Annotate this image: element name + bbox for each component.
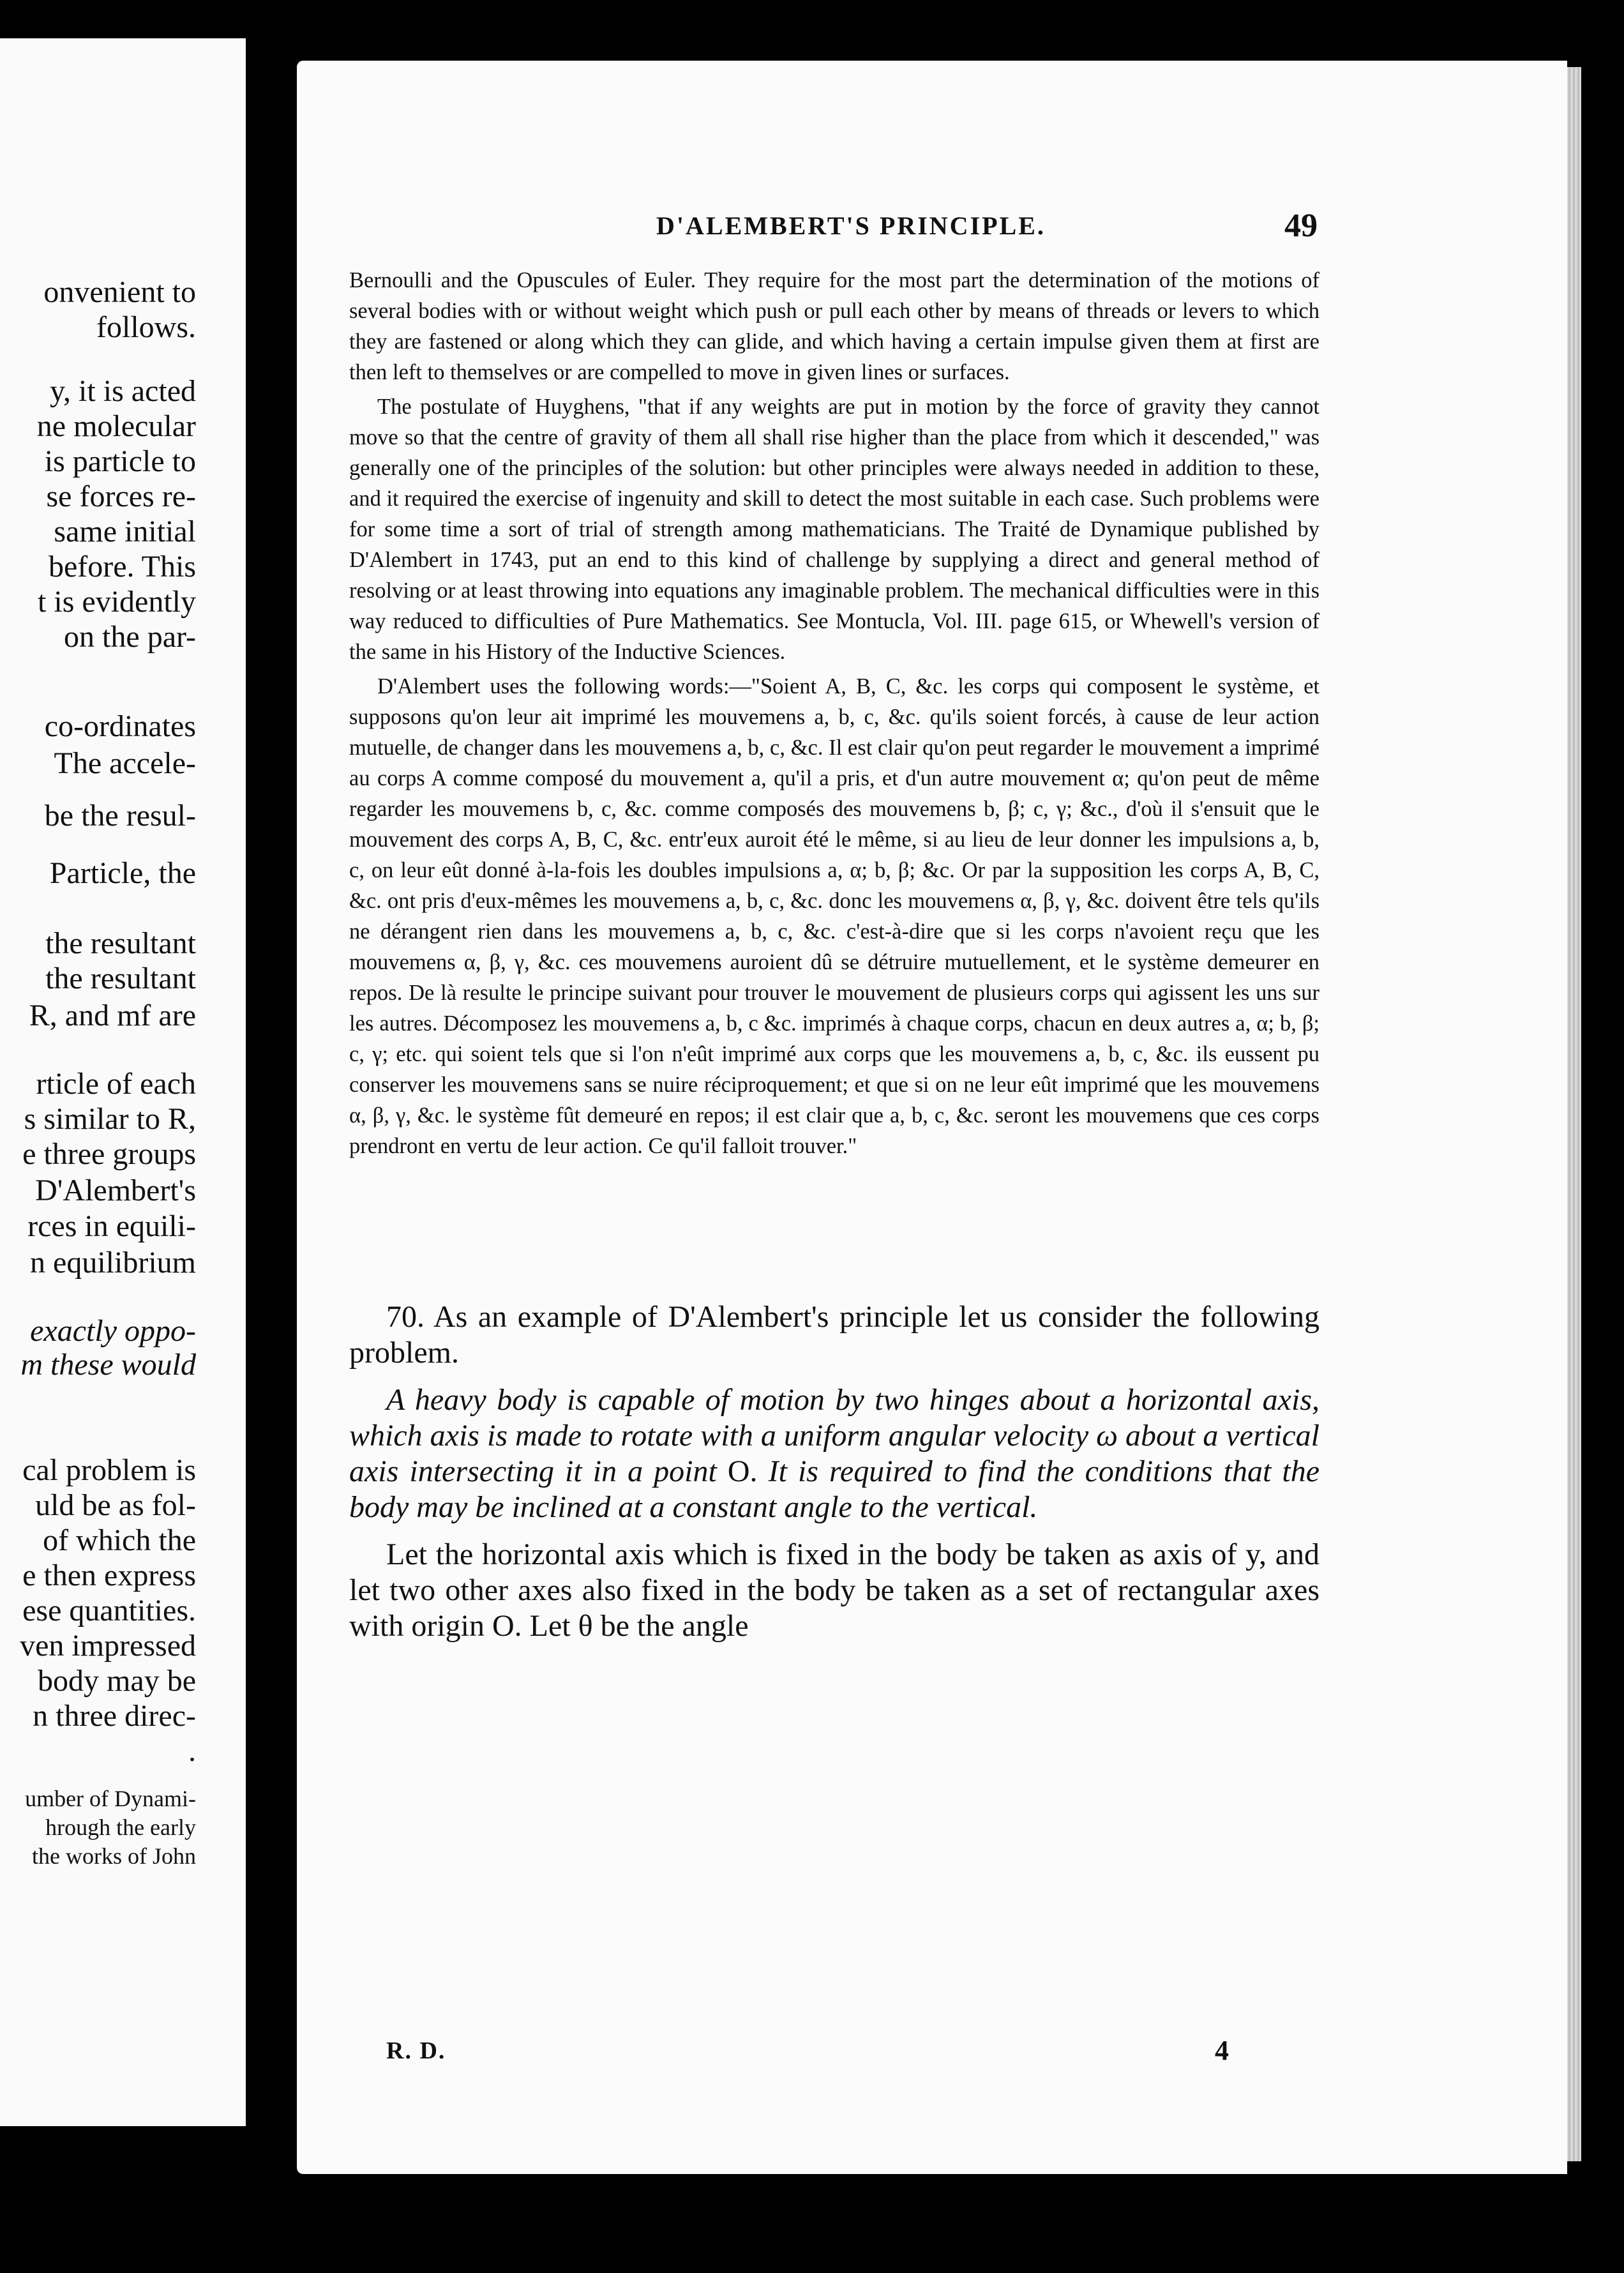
left-page-line: body may be — [38, 1664, 196, 1698]
left-page-line: uld be as fol- — [35, 1488, 196, 1522]
left-page-line: the resultant — [45, 926, 196, 960]
left-page-line: onvenient to — [43, 275, 196, 309]
left-page-line: D'Alembert's — [35, 1174, 196, 1207]
left-page-line: be the resul- — [44, 799, 196, 833]
page-footer — [297, 2037, 1567, 2075]
note-paragraph: D'Alembert uses the following words:—"Soient A, B, C, &c. les corps qui composent le système, et supposons qu'on leur ait imprimé les mouvemens a, b, c, &c. qu'ils soient forcés, à cause de leur action mutuelle, de changer dans les mouvemens a, b, c, &c. Il est clair qu'on peut regarder le mouvement a imprimé au corps A comme composé du mouvement a, qu'il a pris, et d'un autre mouvement α; qu'on peut de même regarder les mouvemens b, c, &c. comme composés des mouvemens b, β; c, γ; &c., d'où il s'ensuit que le mouvement des corps A, B, C, &c. entr'eux auroit été le même, si au lieu de leur donner les impulsions a, b, c, on leur eût donné à-la-fois les doubles impulsions a, α; b, β; &c. Or par la supposition les corps A, B, C, &c. ont pris d'eux-mêmes les mouvemens a, b, c, &c. donc les mouvemens α, β, γ, &c. doivent être tels qu'ils ne dérangent rien dans les mouvemens a, b, c, &c. c'est-à-dire que si les corps n'avoient reçu que les mouvemens α, β, γ, &c. ces mouvemens auroient dû se détruire mutuellement, et le système demeurer en repos. De là resulte le principe suivant pour trouver le mouvement de plusieurs corps qui agissent les uns sur les autres. Décomposez les mouvemens a, b, c &c. imprimés à chaque corps, chacun en deux autres a, α; b, β; c, γ; etc. qui soient tels que si l'on n'eût imprimé aux corps que les mouvemens a, b, c, &c. ils eussent pu conserver les mouvemens sans se nuire réciproquement; et que si on ne leur eût imprimé que les mouvemens α, β, γ, &c. le système fût demeuré en repos; il est clair que a, b, c, &c. seront les mouvemens que ces corps prendront en vertu de leur action. Ce qu'il falloit trouver." — [349, 674, 1320, 1158]
left-page-line: same initial — [54, 515, 196, 548]
note-paragraph: Bernoulli and the Opuscules of Euler. They require for the most part the determination of the motions of several bodies with or without weight which push or pull each other by means of threads or levers to which they are fastened or along which they can glide, and which having a certain impulse given them at first are then left to themselves or are compelled to move in given lines or surfaces. — [349, 268, 1320, 384]
left-page-line: m these would — [20, 1348, 196, 1382]
left-page-line: cal problem is — [22, 1453, 196, 1487]
left-page-line: hrough the early — [45, 1815, 196, 1840]
left-page-line: n three direc- — [33, 1699, 196, 1733]
section-70 — [349, 1299, 1320, 1644]
left-page-line: the works of John — [32, 1843, 196, 1869]
section-intro: 70. As an example of D'Alembert's principle let us consider the following problem. — [349, 1300, 1320, 1370]
historical-note — [349, 265, 1320, 1161]
left-page-line: umber of Dynami- — [25, 1786, 196, 1811]
running-title: D'ALEMBERT'S PRINCIPLE. — [656, 211, 1046, 240]
page-number: 49 — [1284, 208, 1318, 244]
left-page-line: e three groups — [22, 1137, 196, 1171]
left-page-line: co-ordinates — [44, 709, 196, 743]
problem-text: It is required to find the conditions that the body may be inclined at a constant angle to the vertical. — [349, 1454, 1320, 1524]
page-header — [297, 208, 1567, 249]
left-page-line: . — [188, 1734, 196, 1768]
signature-mark: R. D. — [386, 2037, 446, 2064]
page-gutter — [246, 0, 297, 2273]
left-page-line: Particle, the — [49, 856, 196, 890]
section-body: Let the horizontal axis which is fixed in the body be taken as axis of y, and let two other axes also fixed in the body be taken as a set of rectangular axes with origin O. Let θ be the angle — [349, 1537, 1320, 1643]
left-page-line: ese quantities. — [22, 1594, 196, 1627]
left-page-line: rces in equili- — [27, 1209, 196, 1243]
problem-statement — [349, 1382, 1320, 1525]
left-page-line: ne molecular — [36, 409, 196, 443]
left-page-line: The accele- — [54, 746, 196, 780]
left-page-line: ven impressed — [20, 1629, 196, 1663]
problem-text: A heavy body is capable of motion by two hinges about a horizontal axis, which axis is made to rotate with a uniform angular velocity ω about a vertical axis intersecting it in a point — [349, 1383, 1320, 1488]
left-page-fragment — [0, 38, 248, 2126]
left-page-line: rticle of each — [36, 1067, 196, 1101]
left-page-line: exactly oppo- — [30, 1314, 196, 1348]
left-page-line: the resultant — [45, 962, 196, 995]
left-page-line: s similar to R, — [24, 1102, 196, 1136]
left-page-line: y, it is acted — [50, 374, 196, 408]
left-page-line: of which the — [43, 1523, 196, 1557]
left-page-line: n equilibrium — [30, 1246, 196, 1280]
right-page — [297, 61, 1567, 2174]
left-page-line: se forces re- — [46, 480, 196, 513]
left-page-line: e then express — [22, 1559, 196, 1592]
left-page-line: before. This — [48, 550, 196, 584]
sheet-number: 4 — [1215, 2035, 1229, 2066]
left-page-line: R, and mf are — [29, 999, 196, 1032]
note-paragraph: The postulate of Huyghens, "that if any weights are put in motion by the force of gravity they cannot move so that the centre of gravity of them all shall rise higher than the place from which it descended," was generally one of the principles of the solution: but other principles were always needed in addition to these, and it required the exercise of ingenuity and skill to detect the most suitable in each case. Such problems were for some time a sort of trial of strength among mathematicians. The Traité de Dynamique published by D'Alembert in 1743, put an end to this kind of challenge by supplying a direct and general method of resolving or at least throwing into equations any imaginable problem. The mechanical difficulties were in this way reduced to difficulties of Pure Mathematics. See Montucla, Vol. III. page 615, or Whewell's version of the same in his History of the Inductive Sciences. — [349, 395, 1320, 664]
problem-point: O. — [716, 1454, 769, 1488]
left-page-line: follows. — [96, 310, 196, 344]
left-page-line: is particle to — [44, 444, 196, 478]
left-page-line: on the par- — [64, 620, 196, 654]
left-page-line: t is evidently — [38, 585, 196, 619]
